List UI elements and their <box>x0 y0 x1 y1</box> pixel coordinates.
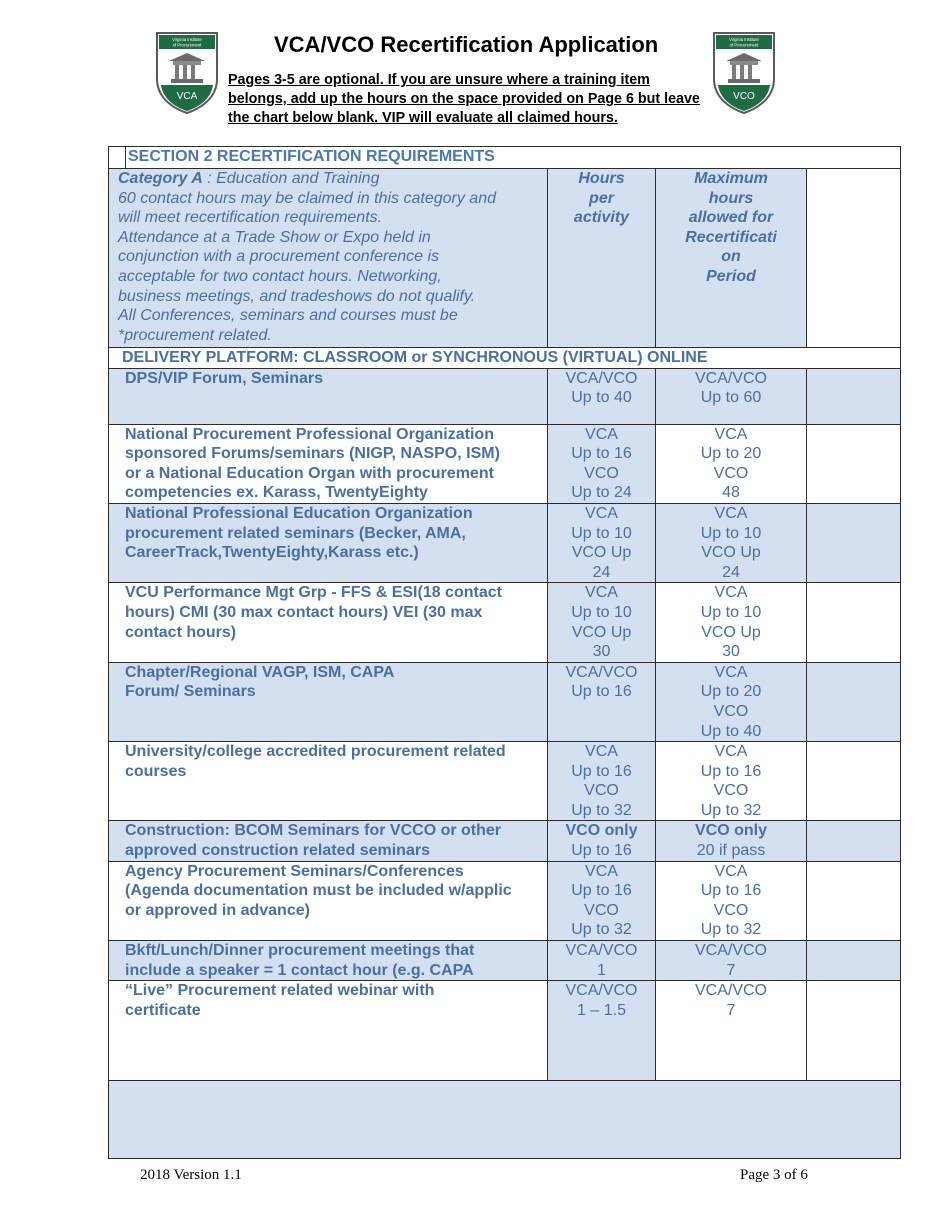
delivery-platform: DELIVERY PLATFORM: CLASSROOM or SYNCHRONOUS (VIRTUAL) ONLINE <box>109 348 901 369</box>
max-value: VCO <box>713 702 749 720</box>
hours-value: VCO only <box>565 822 638 840</box>
hours-value: Up to 32 <box>571 921 632 939</box>
blank-cell <box>807 169 901 348</box>
activity-description-line: Forum/ Seminars <box>125 683 256 701</box>
hours-value: VCA <box>585 584 618 602</box>
svg-text:Virginia Institute: Virginia Institute <box>172 37 202 42</box>
hours-header-line: Hours <box>578 170 625 187</box>
requirements-table <box>108 146 901 1159</box>
category-a-description <box>109 169 548 348</box>
svg-text:VCO: VCO <box>733 91 755 102</box>
blank-cell <box>807 742 901 821</box>
hours-header-line: per <box>589 189 614 207</box>
maximum-hours <box>656 424 807 503</box>
activity-description-line: hours) CMI (30 max contact hours) VEI (30 max <box>125 603 483 621</box>
hours-value: VCO <box>584 901 619 919</box>
activity-description-line: procurement related seminars (Becker, AMA, <box>125 524 466 542</box>
hours-value: 1 <box>597 961 606 979</box>
table-row <box>109 583 901 662</box>
activity-description-line: National Professional Education Organization <box>125 504 473 522</box>
activity-description-line: Construction: BCOM Seminars for VCCO or other <box>125 822 502 840</box>
hours-value: VCO <box>584 464 619 482</box>
activity-description-line: VCU Performance Mgt Grp - FFS & ESI(18 contact <box>125 584 502 602</box>
activity-description-line: include a speaker = 1 contact hour (e.g. CAPA <box>125 961 474 979</box>
activity-description <box>109 742 548 821</box>
table-row <box>109 424 901 503</box>
hours-value: VCO Up <box>571 544 632 562</box>
blank-cell <box>807 424 901 503</box>
activity-description <box>109 503 548 582</box>
category-text-line: All Conferences, seminars and courses must be <box>118 307 458 325</box>
hours-value: VCO <box>584 782 619 800</box>
blank-cell <box>807 821 901 861</box>
hours-value: 24 <box>592 563 611 581</box>
max-header-line: Maximum <box>694 170 768 187</box>
hours-value: VCA/VCO <box>565 663 638 681</box>
hours-value: Up to 40 <box>571 389 632 407</box>
max-value: 30 <box>722 643 740 661</box>
max-value: Up to 16 <box>700 762 762 780</box>
max-value: Up to 10 <box>700 603 762 621</box>
max-value: VCA/VCO <box>694 942 767 960</box>
hours-value: Up to 10 <box>571 524 632 542</box>
category-name: : Education and Training <box>202 170 380 187</box>
hours-per-activity-header <box>548 169 656 348</box>
category-text-line: *procurement related. <box>118 326 272 344</box>
max-value: VCO <box>713 782 749 800</box>
hours-value: VCA <box>585 862 618 880</box>
max-value: Up to 10 <box>700 524 762 542</box>
max-value: VCA <box>714 663 748 681</box>
hours-value: Up to 16 <box>571 445 632 463</box>
max-value: VCA <box>714 504 748 522</box>
blank-cell <box>807 368 901 424</box>
category-text-line: acceptable for two contact hours. Networking, <box>118 267 442 285</box>
maximum-hours <box>656 861 807 940</box>
hours-value: 1 – 1.5 <box>577 1001 626 1019</box>
activity-description <box>109 424 548 503</box>
page-title: VCA/VCO Recertification Application <box>274 32 659 57</box>
version-label: 2018 Version 1.1 <box>140 1167 242 1183</box>
activity-description-line: (Agenda documentation must be included w/applic <box>125 882 512 900</box>
activity-description-line: DPS/VIP Forum, Seminars <box>125 369 323 387</box>
activity-description-line: CareerTrack,TwentyEighty,Karass etc.) <box>125 544 419 562</box>
svg-text:VCA: VCA <box>176 91 198 102</box>
max-value: 7 <box>726 1001 736 1019</box>
maximum-hours <box>656 821 807 861</box>
max-header-line: Recertificati <box>685 228 777 246</box>
max-value: 48 <box>722 484 740 502</box>
hours-value: VCO Up <box>571 623 632 641</box>
vco-logo <box>712 31 776 115</box>
max-value: VCA <box>714 743 748 761</box>
maximum-hours <box>656 503 807 582</box>
blank-cell <box>807 583 901 662</box>
activity-description-line: or approved in advance) <box>125 901 310 919</box>
max-value: Up to 16 <box>700 882 762 900</box>
blank-cell <box>807 503 901 582</box>
svg-text:of Procurement: of Procurement <box>729 42 759 48</box>
hours-value: VCA/VCO <box>565 982 638 1000</box>
maximum-hours-header <box>656 169 807 348</box>
delivery-platform-row <box>109 348 901 369</box>
activity-description-line: National Procurement Professional Organization <box>125 425 494 443</box>
hours-per-activity <box>548 861 656 940</box>
hours-value: Up to 24 <box>571 484 632 502</box>
activity-description-line: certificate <box>125 1001 201 1019</box>
table-row <box>109 503 901 582</box>
activity-description-line: sponsored Forums/seminars (NIGP, NASPO, ISM) <box>125 445 500 463</box>
hours-value: VCA <box>585 425 618 443</box>
category-text-line: Attendance at a Trade Show or Expo held in <box>118 228 431 246</box>
svg-text:Virginia Institute: Virginia Institute <box>729 37 759 42</box>
maximum-hours <box>656 742 807 821</box>
table-row <box>109 861 901 940</box>
hours-per-activity <box>548 941 656 981</box>
maximum-hours <box>656 583 807 662</box>
max-value: VCA/VCO <box>694 369 767 387</box>
category-text-line: will meet recertification requirements. <box>118 209 383 227</box>
max-value: VCA <box>714 862 748 880</box>
max-value: VCA <box>714 425 748 443</box>
maximum-hours <box>656 368 807 424</box>
hours-per-activity <box>548 981 656 1081</box>
max-value: Up to 40 <box>700 722 762 740</box>
max-value: Up to 32 <box>700 801 762 819</box>
activity-description-line: University/college accredited procurement related <box>125 743 506 761</box>
max-header-line: allowed for <box>688 209 774 227</box>
hours-value: 30 <box>592 643 611 661</box>
table-row <box>109 662 901 741</box>
hours-value: Up to 16 <box>571 762 632 780</box>
max-value: VCO only <box>694 822 767 840</box>
maximum-hours <box>656 662 807 741</box>
maximum-hours <box>656 981 807 1081</box>
svg-text:of Procurement: of Procurement <box>172 42 202 48</box>
activity-description <box>109 861 548 940</box>
max-value: VCO Up <box>701 623 761 641</box>
activity-description <box>109 981 548 1081</box>
hours-header-line: activity <box>573 209 630 227</box>
max-value: VCO Up <box>701 544 761 562</box>
hours-per-activity <box>548 368 656 424</box>
hours-value: VCA <box>585 504 618 522</box>
hours-value: Up to 16 <box>571 683 632 701</box>
max-value: VCA <box>714 584 748 602</box>
hours-value: Up to 16 <box>571 882 632 900</box>
activity-description <box>109 662 548 741</box>
category-text-line: conjunction with a procurement conference is <box>118 248 440 266</box>
category-label: Category A <box>118 170 203 187</box>
category-text-line: business meetings, and tradeshows do not qualify. <box>118 287 476 305</box>
hours-value: Up to 10 <box>571 603 632 621</box>
max-value: 24 <box>722 563 740 581</box>
empty-footer-row <box>109 1081 901 1159</box>
activity-description-line: “Live” Procurement related webinar with <box>125 982 435 1000</box>
activity-description <box>109 583 548 662</box>
max-value: Up to 32 <box>700 921 762 939</box>
hours-value: Up to 32 <box>571 801 632 819</box>
blank-cell <box>807 941 901 981</box>
section-title: SECTION 2 RECERTIFICATION REQUIREMENTS <box>109 147 901 169</box>
table-row <box>109 981 901 1081</box>
max-header-line: Period <box>706 267 756 285</box>
activity-description-line: approved construction related seminars <box>125 842 430 860</box>
hours-value: VCA/VCO <box>565 369 638 387</box>
maximum-hours <box>656 941 807 981</box>
activity-description-line: Chapter/Regional VAGP, ISM, CAPA <box>125 663 395 681</box>
max-value: Up to 20 <box>700 683 762 701</box>
activity-description-line: competencies ex. Karass, TwentyEighty <box>125 484 428 502</box>
activity-description <box>109 821 548 861</box>
table-row <box>109 368 901 424</box>
max-value: Up to 20 <box>700 445 762 463</box>
max-header-line: hours <box>708 189 754 207</box>
max-value: VCO <box>713 901 749 919</box>
section-title-row <box>109 147 901 169</box>
max-value: VCA/VCO <box>694 982 767 1000</box>
table-row <box>109 941 901 981</box>
blank-cell <box>807 662 901 741</box>
table-row <box>109 742 901 821</box>
vca-logo <box>155 31 219 115</box>
max-value: Up to 60 <box>700 389 762 407</box>
blank-cell <box>807 981 901 1081</box>
activity-description-line: courses <box>125 762 187 780</box>
activity-description-line: contact hours) <box>125 623 237 641</box>
page-number: Page 3 of 6 <box>740 1167 808 1183</box>
activity-description-line: or a National Education Organ with procurement <box>125 464 494 482</box>
activity-description-line: Agency Procurement Seminars/Conferences <box>125 862 464 880</box>
hours-value: VCA <box>585 743 618 761</box>
blank-cell <box>109 1081 901 1159</box>
hours-per-activity <box>548 662 656 741</box>
category-row <box>109 169 901 348</box>
instructions-note: Pages 3-5 are optional. If you are unsure where a training item belongs, add up the hours on the space provided on Page 6 but leave the chart below blank. VIP will evaluate all claimed hours. <box>228 72 700 126</box>
hours-per-activity <box>548 821 656 861</box>
hours-per-activity <box>548 742 656 821</box>
table-row <box>109 821 901 861</box>
max-header-line: on <box>721 248 741 266</box>
max-value: 7 <box>726 961 736 979</box>
activity-description <box>109 368 548 424</box>
max-value: VCO <box>713 464 749 482</box>
hours-per-activity <box>548 503 656 582</box>
max-value: 20 if pass <box>696 842 766 860</box>
activity-description-line: Bkft/Lunch/Dinner procurement meetings that <box>125 942 475 960</box>
hours-per-activity <box>548 424 656 503</box>
hours-value: VCA/VCO <box>565 942 638 960</box>
hours-value: Up to 16 <box>571 842 632 860</box>
hours-per-activity <box>548 583 656 662</box>
blank-cell <box>807 861 901 940</box>
activity-description <box>109 941 548 981</box>
category-text-line: 60 contact hours may be claimed in this category and <box>118 189 496 207</box>
